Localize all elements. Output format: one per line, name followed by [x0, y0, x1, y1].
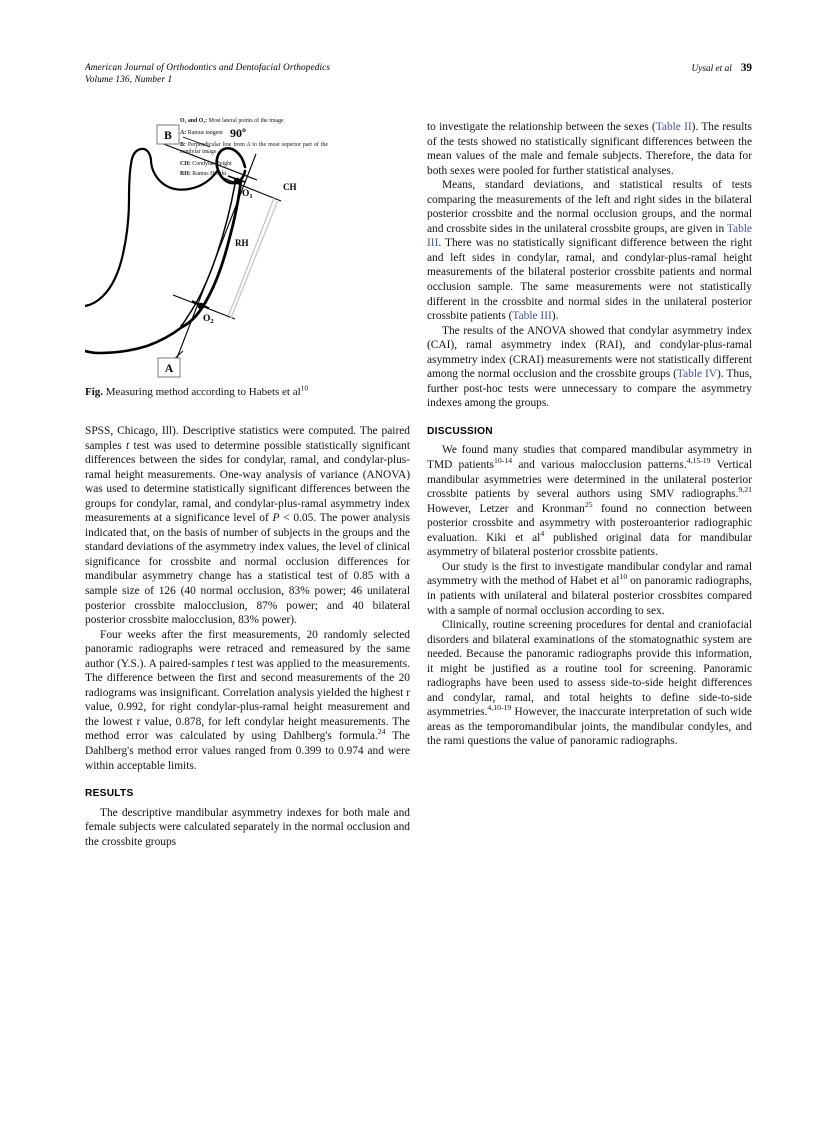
text-run: We found many studies that compared mandibular asymmetry in TMD patients [427, 444, 752, 472]
italic-t: t [231, 657, 235, 670]
legend-item-a [180, 130, 328, 138]
svg-text:CH: CH [283, 182, 297, 192]
svg-text:RH: RH [235, 238, 249, 248]
paragraph-results: The descriptive mandibular asymmetry indexes for both male and female subjects were calculated separately in the normal occlusion and the crossbite groups [85, 806, 410, 848]
cross-reference-table-2[interactable]: Table II [655, 121, 692, 133]
text-run: < 0.05. The power analysis indicated that, on the basis of number of subjects in the groups and the standard deviations of the asymmetry index values, the level of clinical significance for crossbite and normal occlusion differences for mandibular asymmetry change has a statistical test of 0.85 with a sample size of 126 (40 normal occlusion, 83% power; 46 unilateral posterior crossbite malocclusion, 87% power; and 40 bilateral posterior crossbite malocclusion, 83% power). [85, 512, 410, 627]
figure-caption [85, 383, 410, 400]
svg-text:O1: $O_1$ [242, 189, 253, 200]
text-run: and various malocclusion patterns. [512, 459, 687, 472]
cross-reference-table-3[interactable]: Table III [427, 222, 752, 250]
text-run: SPSS, Chicago, Ill). Descriptive statistics were computed. The paired samples [85, 425, 410, 452]
svg-text:O2: $O_2$ [203, 314, 214, 325]
citation-superscript: 9,21 [738, 485, 752, 495]
citation-superscript: 25 [584, 499, 593, 509]
right-column [427, 120, 752, 749]
figure-caption-text: Measuring method according to Habets et al [105, 386, 301, 398]
legend-def-b: Perpendicular line from A to the most superior part of the condylar image [180, 141, 328, 156]
running-head-authors: Uysal et al [691, 64, 732, 74]
legend-item-rh [180, 171, 328, 179]
page-number: 39 [740, 62, 752, 74]
citation-superscript: 4 [540, 528, 545, 538]
legend-item-ch [180, 161, 328, 169]
text-run: ). Thus, further post-hoc tests were unnecessary to compare the asymmetry indexes among the groups. [427, 368, 752, 410]
paragraph-methods-continued [85, 424, 410, 628]
cross-reference-table-3b[interactable]: Table III [512, 310, 552, 323]
paragraph-anova [427, 324, 752, 411]
spacer [85, 773, 410, 787]
text-run: However, the inaccurate interpretation of such wide areas as the temporomandibular joints, the mandibular condyles, and the rami questions the value of panoramic radiographs. [427, 706, 752, 748]
svg-text:90º: 90º [230, 126, 246, 140]
figure-legend [180, 118, 328, 181]
text-run: . There was no statistically significant difference between the right and left sides in condylar, ramal, and condylar-plus-ramal height measurements of the bilateral posterior crossbite patients and normal occlusion sample. The same measurements were not statistically different in the crossbite and normal sides in the unilateral posterior crossbite patients ( [427, 237, 752, 323]
legend-item-b [180, 142, 328, 157]
text-run: to investigate the relationship between the sexes ( [427, 121, 656, 133]
cross-reference-table-4[interactable]: Table IV [676, 368, 717, 381]
legend-item-o [180, 118, 328, 126]
paragraph-means [427, 178, 752, 323]
running-head-right [692, 62, 752, 74]
heading-results: RESULTS [85, 788, 134, 800]
left-column [85, 424, 410, 849]
text-run: on panoramic radiographs, in patients with unilateral and bilateral posterior crossbites compared with a sample of normal occlusion according to sex. [427, 575, 752, 617]
text-run: The Dahlberg's method error values ranged from 0.399 to 0.974 and were within acceptable limits. [85, 730, 410, 772]
journal-title: American Journal of Orthodontics and Dentofacial Orthopedics [85, 63, 331, 73]
paragraph-sexes [427, 120, 752, 178]
figure-caption-label: Fig. [85, 386, 104, 398]
paragraph-our-study [427, 560, 752, 618]
text-run: ). [551, 310, 559, 323]
legend-def-ch: Condylar Height [190, 160, 232, 167]
text-run: Our study is the first to investigate mandibular condylar and ramal asymmetry with the method of Habet et al [427, 560, 752, 588]
text-run: test was used to determine possible statistically significant differences between the sides for condylar, ramal, and condylar-plus-ramal height measurements. One-way analysis of variance (ANOVA) was used to determine statistically significant differences between the groups for condylar, ramal, and condylar-plus-ramal asymmetry index measurements at a significance level of [85, 439, 410, 525]
running-head [85, 62, 752, 92]
svg-text:A: A [164, 363, 174, 375]
citation-superscript: 24 [377, 727, 386, 737]
paragraph-studies [427, 443, 752, 559]
citation-superscript: 4,15-19 [686, 456, 711, 466]
text-run: The results of the ANOVA showed that condylar asymmetry index (CAI), ramal asymmetry index (RAI), and condylar-plus-ramal asymmetry index (CRAI) measurements were not statistically different among the normal occlusion and the crossbite groups ( [427, 324, 752, 381]
italic-p: P [272, 512, 280, 525]
text-run: However, Letzer and Kronman [427, 502, 585, 515]
text-run: Clinically, routine screening procedures for dental and craniofacial disorders and bilateral examinations of the stomatognathic system are needed. Because the panoramic radiographs provide this information, it might be justified as a routine tool for screening. Panoramic radiographs have been used to assess side-to-side height differences and condylar, ramal, and total heights to define side-to-side asymmetries. [427, 619, 752, 719]
legend-term-rh: RH: [180, 170, 191, 177]
svg-text:B: B [164, 130, 172, 142]
text-run: Vertical mandibular asymmetries were determined in the unilateral posterior crossbite patients by several authors using SMV radiographs. [427, 459, 752, 501]
text-run: found no connection between posterior crossbite and asymmetry with posteroanterior radiographic evaluation. Kiki et al [427, 502, 753, 544]
citation-superscript: 10 [619, 572, 628, 582]
text-run: published original data for mandibular asymmetry of bilateral posterior crossbite patients. [427, 531, 752, 559]
citation-superscript: 4,10-19 [487, 703, 512, 713]
legend-term-a: A: [180, 129, 187, 136]
text-run: test was applied to the measurements. The difference between the first and second measurements of the 20 radiograms was insignificant. Correlation analysis yielded the highest r value, 0.992, for right condylar-plus-ramal height measurement and the lowest r value, 0.878, for left condylar height measurements. The method error was calculated by using Dahlberg's formula. [85, 657, 410, 743]
italic-t: t [126, 439, 130, 452]
citation-superscript: 10-14 [493, 456, 513, 466]
legend-term-b: B: [180, 141, 186, 148]
legend-def-a: Ramus tangent [186, 129, 223, 136]
running-head-journal [85, 62, 330, 87]
heading-discussion: DISCUSSION [427, 425, 493, 437]
figure-caption-citation: 10 [300, 383, 309, 393]
text-run: Four weeks after the first measurements, 20 randomly selected panoramic radiographs were retraced and remeasured by the same author (Y.S.). A paired-samples [85, 628, 410, 670]
paragraph-reliability [85, 628, 410, 773]
text-run: Means, standard deviations, and statistical results of tests comparing the measurements of the left and right sides in the bilateral posterior crossbite and the normal occlusion groups, and the normal and crossbite sides in the unilateral crossbite groups, are given in [427, 179, 752, 235]
spacer [427, 411, 752, 425]
journal-volume: Volume 136, Number 1 [85, 75, 173, 86]
text-run: ). The results of the tests showed no statistically significant differences between the mean values of the male and female subjects. Therefore, the data for both sexes were pooled for further statistical analyses. [427, 121, 752, 177]
legend-def-o: Most lateral points of the image [207, 118, 284, 124]
legend-term-ch: CH: [180, 160, 191, 167]
legend-term-o: O₁ and O₂: [180, 118, 208, 124]
legend-def-rh: Ramus Height [190, 170, 227, 177]
paragraph-clinically [427, 618, 752, 749]
